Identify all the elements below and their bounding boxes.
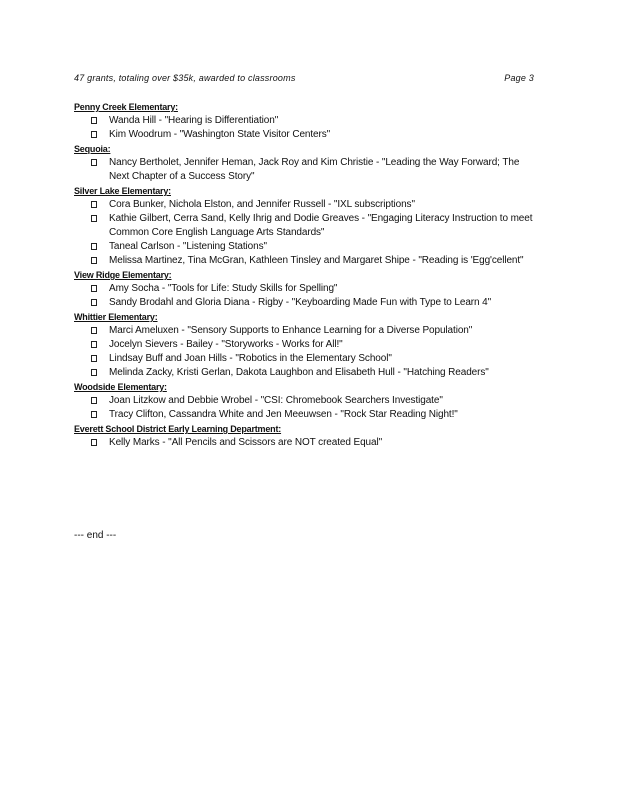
school-heading: Silver Lake Elementary: <box>74 186 171 196</box>
grant-item <box>74 114 538 128</box>
bullet-icon <box>91 397 97 404</box>
grant-text: Melinda Zacky, Kristi Gerlan, Dakota Laughbon and Elisabeth Hull - "Hatching Readers" <box>109 367 489 378</box>
school-section <box>74 184 538 268</box>
bullet-icon <box>91 285 97 292</box>
grant-items <box>74 324 538 380</box>
grant-item <box>74 212 538 240</box>
school-section <box>74 142 538 184</box>
bullet-icon <box>91 341 97 348</box>
grant-item <box>74 254 538 268</box>
grant-item <box>74 156 538 184</box>
grant-list <box>74 100 538 450</box>
grant-items <box>74 436 538 450</box>
grant-item <box>74 240 538 254</box>
bullet-icon <box>91 355 97 362</box>
grant-text: Amy Socha - "Tools for Life: Study Skills for Spelling" <box>109 283 338 294</box>
grant-item <box>74 128 538 142</box>
bullet-icon <box>91 117 97 124</box>
school-heading: Everett School District Early Learning Department: <box>74 424 282 434</box>
grant-text: Cora Bunker, Nichola Elston, and Jennifer Russell - "IXL subscriptions" <box>109 199 415 210</box>
school-section <box>74 100 538 142</box>
school-heading: Sequoia: <box>74 144 111 154</box>
grant-item <box>74 436 538 450</box>
grant-item <box>74 352 538 366</box>
school-heading: Whittier Elementary: <box>74 312 158 322</box>
bullet-icon <box>91 299 97 306</box>
bullet-icon <box>91 257 97 264</box>
school-section <box>74 380 538 422</box>
bullet-icon <box>91 411 97 418</box>
bullet-icon <box>91 159 97 166</box>
grant-item <box>74 338 538 352</box>
grant-text: Lindsay Buff and Joan Hills - "Robotics in the Elementary School" <box>109 353 392 364</box>
grant-items <box>74 282 538 310</box>
grant-item <box>74 282 538 296</box>
grant-item <box>74 296 538 310</box>
bullet-icon <box>91 243 97 250</box>
page-number: Page 3 <box>504 73 534 83</box>
grant-text: Kim Woodrum - "Washington State Visitor Centers" <box>109 129 331 140</box>
grant-text: Taneal Carlson - "Listening Stations" <box>109 241 267 252</box>
grant-text: Kelly Marks - "All Pencils and Scissors are NOT created Equal" <box>109 437 383 448</box>
grant-items <box>74 394 538 422</box>
bullet-icon <box>91 201 97 208</box>
school-heading: Penny Creek Elementary: <box>74 102 178 112</box>
grant-items <box>74 156 538 184</box>
bullet-icon <box>91 439 97 446</box>
school-heading: Woodside Elementary: <box>74 382 167 392</box>
grant-text: Tracy Clifton, Cassandra White and Jen Meeuwsen - "Rock Star Reading Night!" <box>109 409 458 420</box>
grant-text: Joan Litzkow and Debbie Wrobel - "CSI: Chromebook Searchers Investigate" <box>109 395 443 406</box>
grant-text: Marci Ameluxen - "Sensory Supports to Enhance Learning for a Diverse Population" <box>109 325 473 336</box>
grant-text: Nancy Bertholet, Jennifer Heman, Jack Roy and Kim Christie - "Leading the Way Forward; The Next Chapter of a Success Story" <box>109 157 520 182</box>
grant-text: Jocelyn Sievers - Bailey - "Storyworks - Works for All!" <box>109 339 343 350</box>
grant-text: Kathie Gilbert, Cerra Sand, Kelly Ihrig and Dodie Greaves - "Engaging Literacy Instruction to meet Common Core English Language Arts Standards" <box>109 213 533 238</box>
grant-item <box>74 394 538 408</box>
bullet-icon <box>91 215 97 222</box>
end-marker: --- end --- <box>74 530 117 541</box>
school-section <box>74 268 538 310</box>
grant-item <box>74 408 538 422</box>
grant-item <box>74 366 538 380</box>
grant-text: Wanda Hill - "Hearing is Differentiation" <box>109 115 279 126</box>
header-caption: 47 grants, totaling over $35k, awarded to classrooms <box>74 73 296 83</box>
bullet-icon <box>91 131 97 138</box>
school-section <box>74 422 538 450</box>
page-header <box>74 73 534 83</box>
bullet-icon <box>91 327 97 334</box>
grant-text: Melissa Martinez, Tina McGran, Kathleen Tinsley and Margaret Shipe - "Reading is 'Egg'cellent" <box>109 255 524 266</box>
grant-items <box>74 198 538 268</box>
school-section <box>74 310 538 380</box>
bullet-icon <box>91 369 97 376</box>
grant-text: Sandy Brodahl and Gloria Diana - Rigby - "Keyboarding Made Fun with Type to Learn 4" <box>109 297 492 308</box>
grant-item <box>74 198 538 212</box>
school-heading: View Ridge Elementary: <box>74 270 172 280</box>
grant-items <box>74 114 538 142</box>
grant-item <box>74 324 538 338</box>
